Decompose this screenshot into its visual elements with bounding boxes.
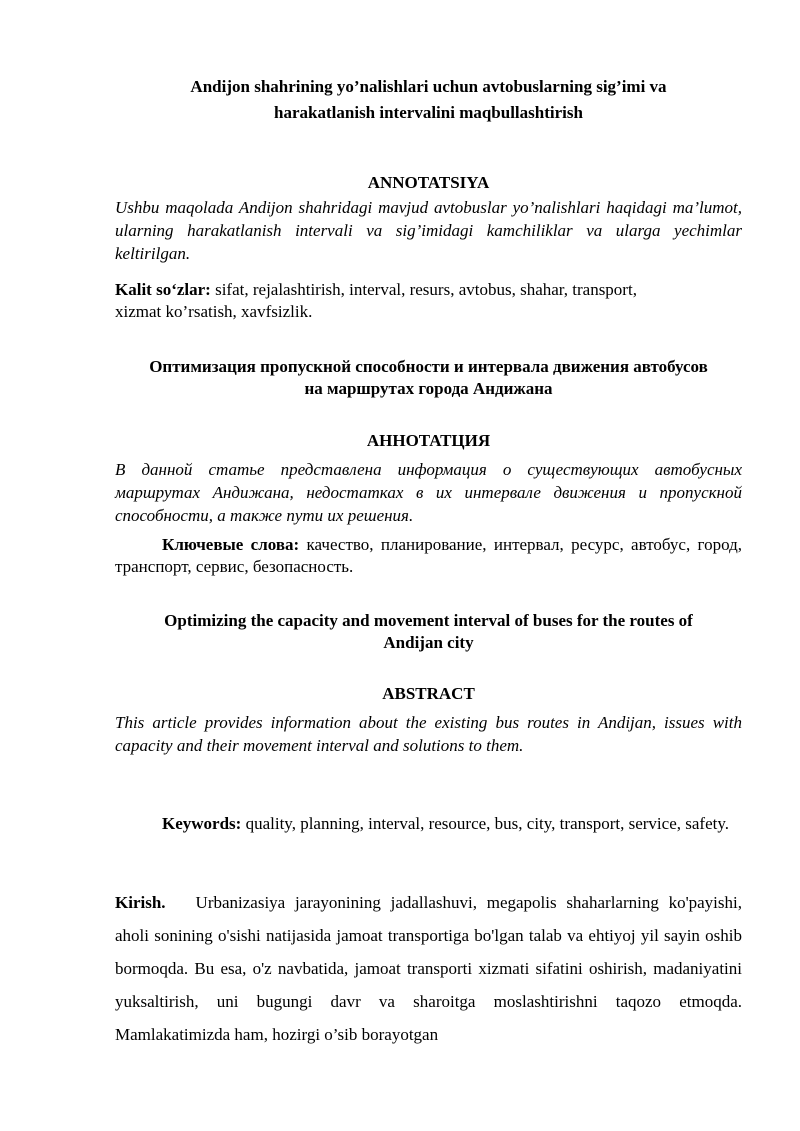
ru-title <box>115 356 742 400</box>
en-keywords <box>115 813 742 835</box>
uz-keywords-line1: sifat, rejalashtirish, interval, resurs, avtobus, shahar, transport, <box>215 280 637 299</box>
uz-keywords-line2: xizmat ko’rsatish, xavfsizlik. <box>115 302 313 321</box>
uz-title <box>115 74 742 126</box>
uz-abstract-text: Ushbu maqolada Andijon shahridagi mavjud avtobuslar yo’nalishlari haqidagi ma’lumot, ularning harakatlanish intervali va sig’imidagi kamchiliklar va ularga yechimlar keltirilgan. <box>115 198 742 263</box>
ru-keywords-text: качество, планирование, интервал, ресурс, автобус, город, транспорт, сервис, безопасность. <box>115 535 743 576</box>
en-title-line2: Andijan city <box>383 633 474 652</box>
ru-keywords-label: Ключевые слова: <box>162 535 300 554</box>
en-abstract-text: This article provides information about the existing bus routes in Andijan, issues with capacity and their movement interval and solutions to them. <box>115 713 742 755</box>
ru-abstract-text: В данной статье представлена информация о существующих автобусных маршрутах Андижана, недостатках в их интервале движения и пропускной способности, а также пути их решения. <box>115 460 742 525</box>
ru-title-line2: на маршрутах города Андижана <box>304 379 553 398</box>
ru-abstract <box>115 458 742 527</box>
ru-heading <box>115 430 742 452</box>
en-heading-text: ABSTRACT <box>382 684 475 703</box>
intro-text: Urbanizasiya jarayonining jadallashuvi, megapolis shaharlarning ko'payishi, aholi sonining o'sishi natijasida jamoat transportiga bo'lgan talab va ehtiyoj yil sayin oshib bormoqda. Bu esa, o'z navbatida, jamoat transporti xizmati sifatini oshirish, madaniyatini yuksaltirish, uni bugungi davr va sharoitga moslashtirishni taqozo etmoqda. Mamlakatimizda ham, hozirgi o’sib borayotgan <box>115 893 742 1044</box>
uz-title-line2: harakatlanish intervalini maqbullashtirish <box>274 103 583 122</box>
intro-section <box>115 886 742 1051</box>
uz-keywords-label: Kalit so‘zlar: <box>115 280 211 299</box>
en-heading <box>115 683 742 705</box>
uz-heading-text: ANNOTATSIYA <box>367 173 490 192</box>
uz-abstract <box>115 196 742 265</box>
en-keywords-label: Keywords: <box>162 814 242 833</box>
intro-label: Kirish. <box>115 893 166 912</box>
en-title <box>115 610 742 654</box>
uz-heading <box>115 172 742 194</box>
uz-keywords <box>115 279 742 323</box>
ru-keywords <box>115 534 742 578</box>
en-keywords-text: quality, planning, interval, resource, bus, city, transport, service, safety. <box>245 814 729 833</box>
ru-heading-text: АННОТАТЦИЯ <box>366 431 491 450</box>
ru-title-line1: Оптимизация пропускной способности и интервала движения автобусов <box>149 357 708 376</box>
en-abstract <box>115 711 742 757</box>
uz-title-line1: Andijon shahrining yo’nalishlari uchun avtobuslarning sig’imi va <box>190 77 667 96</box>
en-title-line1: Optimizing the capacity and movement interval of buses for the routes of <box>164 611 693 630</box>
